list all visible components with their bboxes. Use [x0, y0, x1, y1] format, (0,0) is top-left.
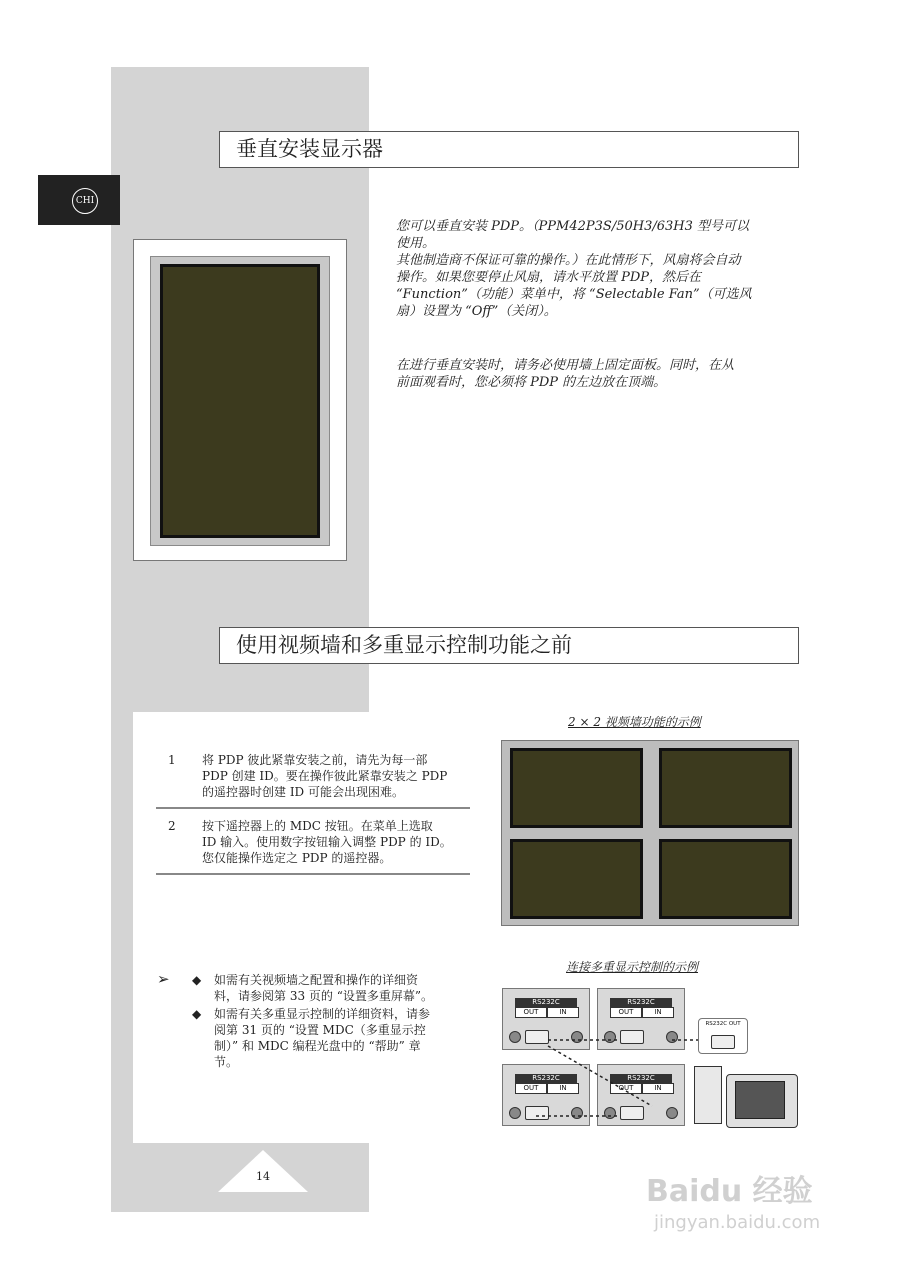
- note-item: [214, 1006, 470, 1070]
- rs232c-label: RS232C: [610, 998, 672, 1007]
- video-wall-screen-4: [659, 839, 792, 919]
- step-text: [202, 752, 472, 800]
- step-number: 2: [168, 819, 176, 833]
- step-line: 将 PDP 彼此紧靠安装之前，请先为每一部: [202, 753, 428, 767]
- in-label: IN: [642, 1083, 674, 1094]
- in-label: IN: [642, 1007, 674, 1018]
- vertical-pdp-illustration: [133, 239, 347, 561]
- para1-line: 使用。: [396, 236, 436, 251]
- gray-left-column-bottom: [111, 712, 133, 1212]
- step-text: [202, 818, 472, 866]
- mdc-connection-caption: 连接多重显示控制的示例: [566, 960, 699, 974]
- pc-rs232c-label: RS232C OUT: [705, 1021, 741, 1027]
- out-label: OUT: [610, 1007, 642, 1018]
- section-heading-vertical-install: 垂直安装显示器: [219, 131, 799, 168]
- step-number: 1: [168, 753, 176, 767]
- note-line: 制）” 和 MDC 编程光盘中的 “帮助” 章: [214, 1039, 421, 1053]
- out-label: OUT: [610, 1083, 642, 1094]
- step-line: 按下遥控器上的 MDC 按钮。在菜单上选取: [202, 819, 433, 833]
- monitor-icon: [726, 1074, 798, 1128]
- para1-line: 操作。如果您要停止风扇，请水平放置 PDP，然后在: [396, 270, 702, 285]
- note-item: [214, 972, 470, 1004]
- para1-line: 扇）设置为 “Off”（关闭）。: [396, 304, 557, 319]
- step-line: 的遥控器时创建 ID 可能会出现困难。: [202, 785, 404, 799]
- cable-line: [548, 1046, 652, 1106]
- pc-tower-icon: [694, 1066, 722, 1124]
- note-arrow-icon: ➢: [157, 970, 170, 988]
- step-line: 您仅能操作选定之 PDP 的遥控器。: [202, 851, 392, 865]
- note-line: 料，请参阅第 33 页的 “设置多重屏幕”。: [214, 989, 433, 1003]
- para1-line: “Function”（功能）菜单中，将 “Selectable Fan”（可选风: [396, 287, 752, 302]
- video-wall-screen-1: [510, 748, 643, 828]
- in-label: IN: [547, 1007, 579, 1018]
- para1-line: 您可以垂直安装 PDP。（PPM42P3S/50H3/63H3 型号可以: [396, 219, 750, 234]
- section-heading-video-wall-mdc: 使用视频墙和多重显示控制功能之前: [219, 627, 799, 664]
- step-divider: [156, 807, 470, 809]
- step-line: ID 输入。使用数字按钮输入调整 PDP 的 ID。: [202, 835, 452, 849]
- baidu-watermark-url: jingyan.baidu.com: [654, 1212, 821, 1233]
- note-line: 阅第 31 页的 “设置 MDC（多重显示控: [214, 1023, 426, 1037]
- step-item: [156, 818, 470, 866]
- step-item: [156, 752, 470, 800]
- out-label: OUT: [515, 1007, 547, 1018]
- vertical-install-paragraph-1: [396, 218, 806, 320]
- video-wall-illustration: [501, 740, 799, 926]
- para2-line: 在进行垂直安装时，请务必使用墙上固定面板。同时，在从: [396, 358, 735, 373]
- pc-dsub-port-icon: [711, 1035, 735, 1049]
- rs232c-label: RS232C: [515, 1074, 577, 1083]
- vertical-install-paragraph-2: [396, 357, 806, 391]
- page-number: 14: [256, 1170, 270, 1183]
- mdc-connection-illustration: [502, 988, 802, 1130]
- step-divider: [156, 873, 470, 875]
- step-line: PDP 创建 ID。要在操作彼此紧靠安装之 PDP: [202, 769, 448, 783]
- vertical-pdp-screen: [160, 264, 320, 538]
- para2-line: 前面观看时，您必须将 PDP 的左边放在顶端。: [396, 375, 667, 390]
- rs232c-label: RS232C: [515, 998, 577, 1007]
- note-line: 如需有关视频墙之配置和操作的详细资: [214, 973, 419, 987]
- pc-rs232c-callout: [698, 1018, 748, 1054]
- out-label: OUT: [515, 1083, 547, 1094]
- note-bullet-icon: ◆: [192, 973, 202, 987]
- in-label: IN: [547, 1083, 579, 1094]
- video-wall-screen-2: [659, 748, 792, 828]
- video-wall-screen-3: [510, 839, 643, 919]
- note-line: 如需有关多重显示控制的详细资料，请参: [214, 1007, 431, 1021]
- note-line: 节。: [214, 1055, 239, 1069]
- rs232c-label: RS232C: [610, 1074, 672, 1083]
- monitor-screen: [735, 1081, 785, 1119]
- language-badge: CHI: [72, 188, 98, 214]
- video-wall-caption: 2 × 2 视频墙功能的示例: [568, 715, 701, 729]
- note-bullet-icon: ◆: [192, 1007, 202, 1021]
- baidu-watermark-logo: Baidu 经验: [646, 1174, 813, 1209]
- para1-line: 其他制造商不保证可靠的操作。）在此情形下，风扇将会自动: [396, 253, 741, 268]
